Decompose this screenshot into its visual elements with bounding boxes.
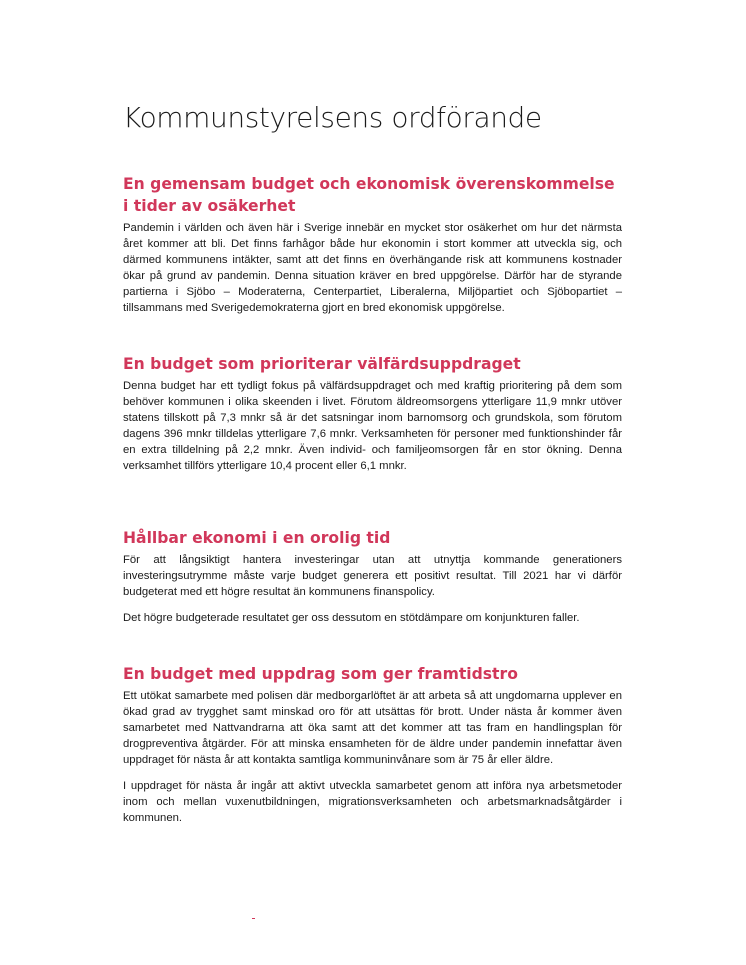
page-title: Kommunstyrelsens ordförande (123, 101, 542, 134)
section-paragraph: Denna budget har ett tydligt fokus på välfärdsuppdraget och med kraftig prioritering på dem som behöver kommunen i olika skeenden i livet. Förutom äldreomsorgens ytterligare 11,9 mnkr utöver statens tillskott på 7,3 mnkr så är det satsningar inom barnomsorg och grundskola, som förutom dagens 396 mnkr tilldelas ytterligare 7,6 mnkr. Verksamheten för personer med funktionshinder får en extra tilldelning på 2,2 mnkr. Även individ- och familjeomsorgen får en stor ökning. Denna verksamhet tillförs ytterligare 10,4 procent eller 6,1 mnkr. (123, 380, 622, 472)
section-framtidstro (123, 663, 622, 826)
section-paragraph: Det högre budgeterade resultatet ger oss dessutom en stötdämpare om konjunkturen faller. (123, 612, 580, 624)
section-paragraph: I uppdraget för nästa år ingår att aktivt utveckla samarbetet genom att införa nya arbetsmetoder inom och mellan vuxenutbildningen, migrationsverksamheten och arbetsmarknadsåtgärder i kommunen. (123, 780, 622, 824)
section-hallbar-ekonomi (123, 527, 622, 626)
section-heading: En gemensam budget och ekonomisk överenskommelse i tider av osäkerhet (123, 175, 615, 215)
section-valfardsuppdraget (123, 353, 622, 474)
section-paragraph: Pandemin i världen och även här i Sverige innebär en mycket stor osäkerhet om hur det närmsta året kommer att bli. Det finns farhågor både hur ekonomin i stort kommer att utveckla sig, och därmed kommunens intäkter, samt att det finns en överhängande risk att kommunens kostnader ökar på grund av pandemin. Denna situation kräver en bred uppgörelse. Därför har de styrande partierna i Sjöbo – Moderaterna, Centerpartiet, Liberalerna, Miljöpartiet och Sjöbopartiet – tillsammans med Sverigedemokraterna gjort en bred ekonomisk uppgörelse. (123, 222, 622, 314)
section-paragraph: För att långsiktigt hantera investeringar utan att utnyttja kommande generationers investeringsutrymme måste varje budget generera ett positivt resultat. Till 2021 har vi därför budgeterat med ett högre resultat än kommunens finanspolicy. (123, 554, 622, 598)
section-heading: En budget som prioriterar välfärdsuppdraget (123, 355, 521, 373)
section-gemensam-budget (123, 173, 622, 316)
section-heading: Hållbar ekonomi i en orolig tid (123, 529, 391, 547)
section-heading: En budget med uppdrag som ger framtidstro (123, 665, 518, 683)
footer-mark (252, 918, 255, 919)
section-paragraph: Ett utökat samarbete med polisen där medborgarlöftet är att arbeta så att ungdomarna upplever en ökad grad av trygghet samt minskad oro för att utsättas för brott. Under nästa år kommer även samarbetet med Nattvandrarna att öka samt att det kommer att tas fram en handlingsplan för drogpreventiva åtgärder. För att minska ensamheten för de äldre under pandemin innefattar även uppdraget för nästa år att kontakta samtliga kommuninvånare som är 75 år eller äldre. (123, 690, 622, 766)
